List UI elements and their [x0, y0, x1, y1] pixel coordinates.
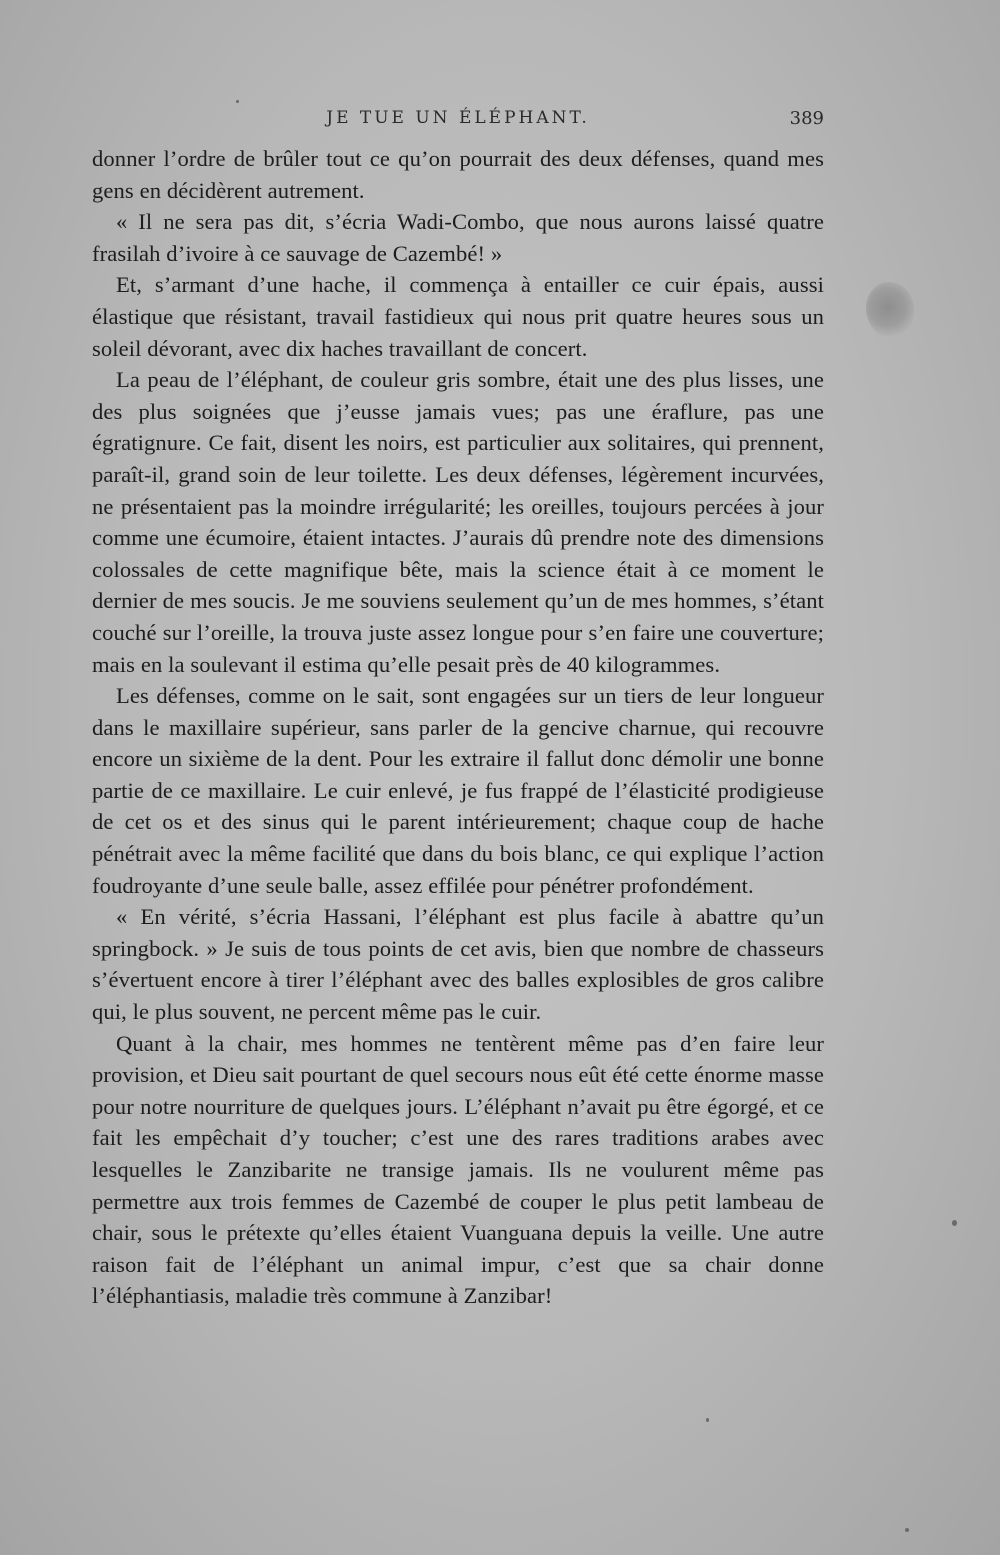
paragraph-defenses: Les défenses, comme on le sait, sont engagées sur un tiers de leur longueur dans le maxillaire supérieur, sans parler de la gencive charnue, qui recouvre encore un sixième de la dent. Pour les extraire il fallut donc démolir une bonne partie de ce maxillaire. Le cuir enlevé, je fus frappé de l’élasticité prodigieuse de cet os et des sinus qui le parent intérieurement; chaque coup de hache pénétrait avec la même facilité que dans du bois blanc, ce qui explique l’action foudroyante d’une seule balle, assez effilée pour pénétrer profondément. [92, 683, 824, 898]
running-title: JE TUE UN ÉLÉPHANT. [326, 108, 590, 128]
paragraph-hache: Et, s’armant d’une hache, il commença à entailler ce cuir épais, aussi élastique que résistant, travail fastidieux qui nous prit quatre heures sous un soleil dévorant, avec dix haches travaillant de concert. [92, 272, 824, 361]
paragraph-hassani-quote: « En vérité, s’écria Hassani, l’éléphant est plus facile à abattre qu’un springbock. » Je suis de tous points de cet avis, bien que nombre de chasseurs s’évertuent encore à tirer l’éléphant avec des balles explosibles de gros calibre qui, le plus souvent, ne percent même pas le cuir. [92, 904, 824, 1025]
running-head [92, 108, 824, 138]
paper-speck [905, 1528, 909, 1532]
page-number: 389 [789, 108, 824, 129]
paper-stain [866, 282, 914, 338]
paragraph-chair: Quant à la chair, mes hommes ne tentèrent même pas d’en faire leur provision, et Dieu sait pourtant de quel secours nous eût été cette énorme masse pour notre nourriture de quelques jours. L’éléphant n’avait pu être égorgé, et ce fait les empêchait d’y toucher; c’est une des rares traditions arabes avec lesquelles le Zanzibarite ne transige jamais. Ils ne voulurent même pas permettre aux trois femmes de Cazembé de couper le plus petit lambeau de chair, sous le prétexte qu’elles étaient Vuanguana depuis la veille. Une autre raison fait de l’éléphant un animal impur, c’est que sa chair donne l’éléphantiasis, maladie très commune à Zanzibar! [92, 1030, 824, 1309]
paragraph-continuation: donner l’ordre de brûler tout ce qu’on pourrait des deux défenses, quand mes gens en décidèrent autrement. [92, 146, 824, 203]
paragraph-peau: La peau de l’éléphant, de couleur gris sombre, était une des plus lisses, une des plus soignées que j’eusse jamais vues; pas une éraflure, pas une égratignure. Ce fait, disent les noirs, est particulier aux solitaires, qui prennent, paraît-il, grand soin de leur toilette. Les deux défenses, légèrement incurvées, ne présentaient pas la moindre irrégularité; les oreilles, toujours percées à jour comme une écumoire, étaient intactes. J’aurais dû prendre note des dimensions colossales de cette magnifique bête, mais la science était à ce moment le dernier de mes soucis. Je me souviens seulement qu’un de mes hommes, s’étant couché sur l’oreille, la trouva juste assez longue pour s’en faire une couverture; mais en la soulevant il estima qu’elle pesait près de 40 kilogrammes. [92, 367, 824, 677]
paper-speck [236, 100, 239, 103]
body-text [92, 143, 824, 1312]
paper-speck [952, 1220, 957, 1226]
paper-speck [706, 1418, 709, 1422]
paragraph-wadi-combo-quote: « Il ne sera pas dit, s’écria Wadi-Combo, que nous aurons laissé quatre frasilah d’ivoire à ce sauvage de Cazembé! » [92, 209, 824, 266]
